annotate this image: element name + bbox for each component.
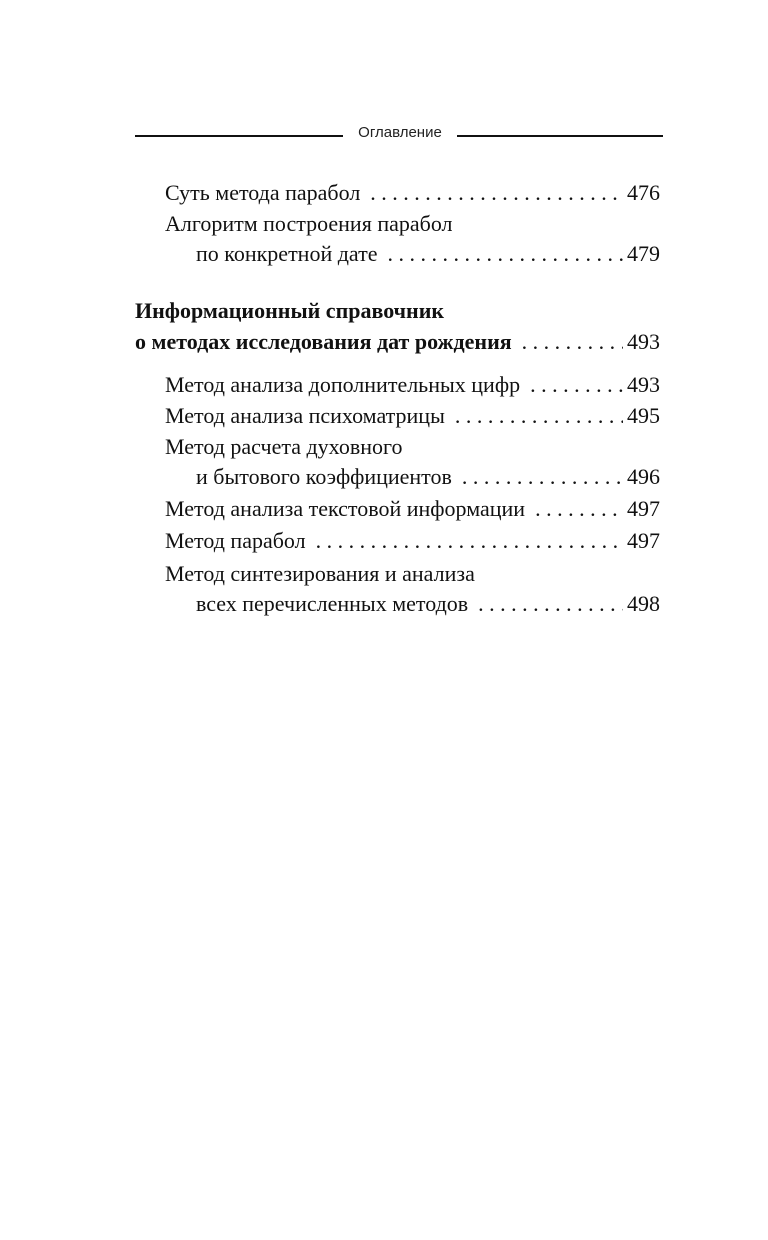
toc-leader-dots	[530, 370, 623, 400]
toc-entry[interactable]	[196, 589, 660, 619]
toc-entry-line1	[165, 209, 660, 239]
toc-entry-page: 495	[627, 403, 660, 428]
toc-entry-page: 493	[627, 329, 660, 354]
toc-entry-text: Метод парабол	[165, 528, 306, 553]
toc-entry-text: Метод анализа текстовой информации	[165, 496, 526, 521]
toc-entry-text: Метод синтезирования и анализа	[165, 561, 475, 586]
toc-entry[interactable]	[165, 178, 660, 208]
toc-entry-page: 496	[627, 464, 660, 489]
toc-leader-dots	[455, 401, 623, 431]
toc-section-text: о методах исследования дат рождения	[135, 329, 512, 354]
toc-entry[interactable]	[196, 462, 660, 492]
toc-entry[interactable]	[165, 370, 660, 400]
toc-entry[interactable]	[196, 239, 660, 269]
toc-entry-text: и бытового коэффициентов	[196, 464, 452, 489]
toc-entry-page: 498	[627, 591, 660, 616]
toc-leader-dots	[522, 327, 623, 357]
toc-leader-dots	[316, 526, 623, 556]
toc-entry-page: 497	[627, 496, 660, 521]
toc-entry[interactable]	[165, 401, 660, 431]
toc-entry-page: 497	[627, 528, 660, 553]
toc-leader-dots	[478, 589, 623, 619]
toc-entry-page: 479	[627, 241, 660, 266]
header-title: Оглавление	[358, 124, 442, 141]
toc-section-line1	[135, 296, 660, 326]
toc-entry-text: Алгоритм построения парабол	[165, 211, 453, 236]
toc-entry-text: Метод расчета духовного	[165, 434, 403, 459]
toc-leader-dots	[462, 462, 623, 492]
toc-entry-page: 493	[627, 372, 660, 397]
toc-entry-text: всех перечисленных методов	[196, 591, 469, 616]
toc-leader-dots	[535, 494, 623, 524]
toc-entry-text: Метод анализа дополнительных цифр	[165, 372, 521, 397]
toc-leader-dots	[370, 178, 623, 208]
toc-entry-line1	[165, 559, 660, 589]
toc-entry-text: по конкретной дате	[196, 241, 378, 266]
toc-entry[interactable]	[165, 494, 660, 524]
toc-entry-text: Суть метода парабол	[165, 180, 361, 205]
toc-entry-text: Метод анализа психоматрицы	[165, 403, 445, 428]
toc-leader-dots	[388, 239, 624, 269]
toc-entry-page: 476	[627, 180, 660, 205]
toc-section-text: Информационный справочник	[135, 298, 445, 323]
toc-section[interactable]	[135, 327, 660, 357]
toc-entry[interactable]	[165, 526, 660, 556]
toc-entry-line1	[165, 432, 660, 462]
